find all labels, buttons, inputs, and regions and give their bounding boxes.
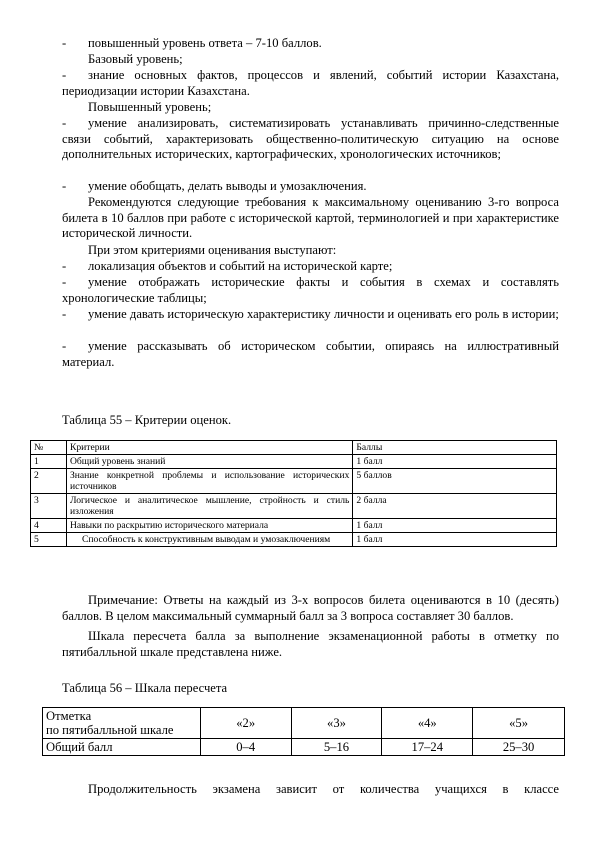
row-number: 1 [31, 455, 67, 469]
table-header-row [31, 441, 557, 455]
paragraph-basic-knowledge: - знание основных фактов, процессов и явлений, событий истории Казахстана, периодизации истории Казахстана. [62, 68, 559, 98]
score-row [43, 739, 565, 756]
row-number: 4 [31, 519, 67, 533]
row-points: 2 балла [353, 494, 557, 519]
row-points: 1 балл [353, 455, 557, 469]
paragraph-analysis-skill: - умение анализировать, систематизировать устанавливать причинно-следственные связи событий, характеризовать общественно-политическую ситуацию на основе дополнительных исторических, картографических, хронологических источников; [62, 116, 559, 162]
grade-row [43, 708, 565, 739]
paragraph-schemes-skill: - умение отображать исторические факты и события в схемах и составлять хронологические таблицы; [62, 275, 559, 305]
paragraph-personality-skill: - умение давать историческую характеристику личности и оценивать его роль в истории; [62, 307, 559, 321]
row-criteria: Знание конкретной проблемы и использование исторических источников [66, 469, 352, 494]
row-criteria: Навыки по раскрытию исторического материала [66, 519, 352, 533]
paragraph-note: Примечание: Ответы на каждый из 3-х вопросов билета оцениваются в 10 (десять) баллов. В целом максимальный суммарный балл за 3 вопроса составляет 30 баллов. [62, 593, 559, 623]
table-56-caption: Таблица 56 – Шкала пересчета [62, 681, 228, 695]
score-range-3: 5–16 [291, 739, 382, 756]
paragraph-scale-intro: Шкала пересчета балла за выполнение экзаменационной работы в отметку по пятибалльной шкале представлена ниже. [62, 629, 559, 659]
paragraph-advanced-level-score: - повышенный уровень ответа – 7-10 баллов. [62, 36, 322, 50]
grade-5: «5» [473, 708, 565, 739]
paragraph-map-localization: - локализация объектов и событий на исторической карте; [62, 259, 393, 273]
paragraph-generalize-skill: - умение обобщать, делать выводы и умозаключения. [62, 179, 367, 193]
criteria-table [30, 440, 557, 547]
score-range-5: 25–30 [473, 739, 565, 756]
paragraph-recommendations: Рекомендуются следующие требования к максимальному оцениванию 3-го вопроса билета в 10 баллов при работе с исторической картой, терминологией и при характеристике исторической личности. [62, 195, 559, 241]
table-row [31, 533, 557, 547]
row-number: 3 [31, 494, 67, 519]
row-points: 1 балл [353, 519, 557, 533]
header-number: № [31, 441, 67, 455]
row-points: 1 балл [353, 533, 557, 547]
row-criteria: Логическое и аналитическое мышление, стройность и стиль изложения [66, 494, 352, 519]
row-criteria: Способность к конструктивным выводам и умозаключениям [66, 533, 352, 547]
grade-4: «4» [382, 708, 473, 739]
score-range-4: 17–24 [382, 739, 473, 756]
row-number: 5 [31, 533, 67, 547]
table-row [31, 494, 557, 519]
paragraph-storytelling-skill: - умение рассказывать об историческом событии, опираясь на иллюстративный материал. [62, 339, 559, 369]
score-label: Общий балл [43, 739, 201, 756]
paragraph-advanced-level: Повышенный уровень; [88, 100, 212, 114]
row-number: 2 [31, 469, 67, 494]
paragraph-basic-level: Базовый уровень; [88, 52, 183, 66]
header-points: Баллы [353, 441, 557, 455]
table-row [31, 469, 557, 494]
table-55-caption: Таблица 55 – Критерии оценок. [62, 413, 232, 427]
row-criteria: Общий уровень знаний [66, 455, 352, 469]
grade-2: «2» [200, 708, 291, 739]
grade-3: «3» [291, 708, 382, 739]
table-row [31, 455, 557, 469]
paragraph-exam-duration: Продолжительность экзамена зависит от количества учащихся в классе [88, 782, 559, 796]
grade-label: Отметка по пятибалльной шкале [43, 708, 201, 739]
conversion-scale-table [42, 707, 565, 756]
header-criteria: Критерии [66, 441, 352, 455]
paragraph-criteria-intro: При этом критериями оценивания выступают: [88, 243, 337, 257]
row-points: 5 баллов [353, 469, 557, 494]
score-range-2: 0–4 [200, 739, 291, 756]
table-row [31, 519, 557, 533]
